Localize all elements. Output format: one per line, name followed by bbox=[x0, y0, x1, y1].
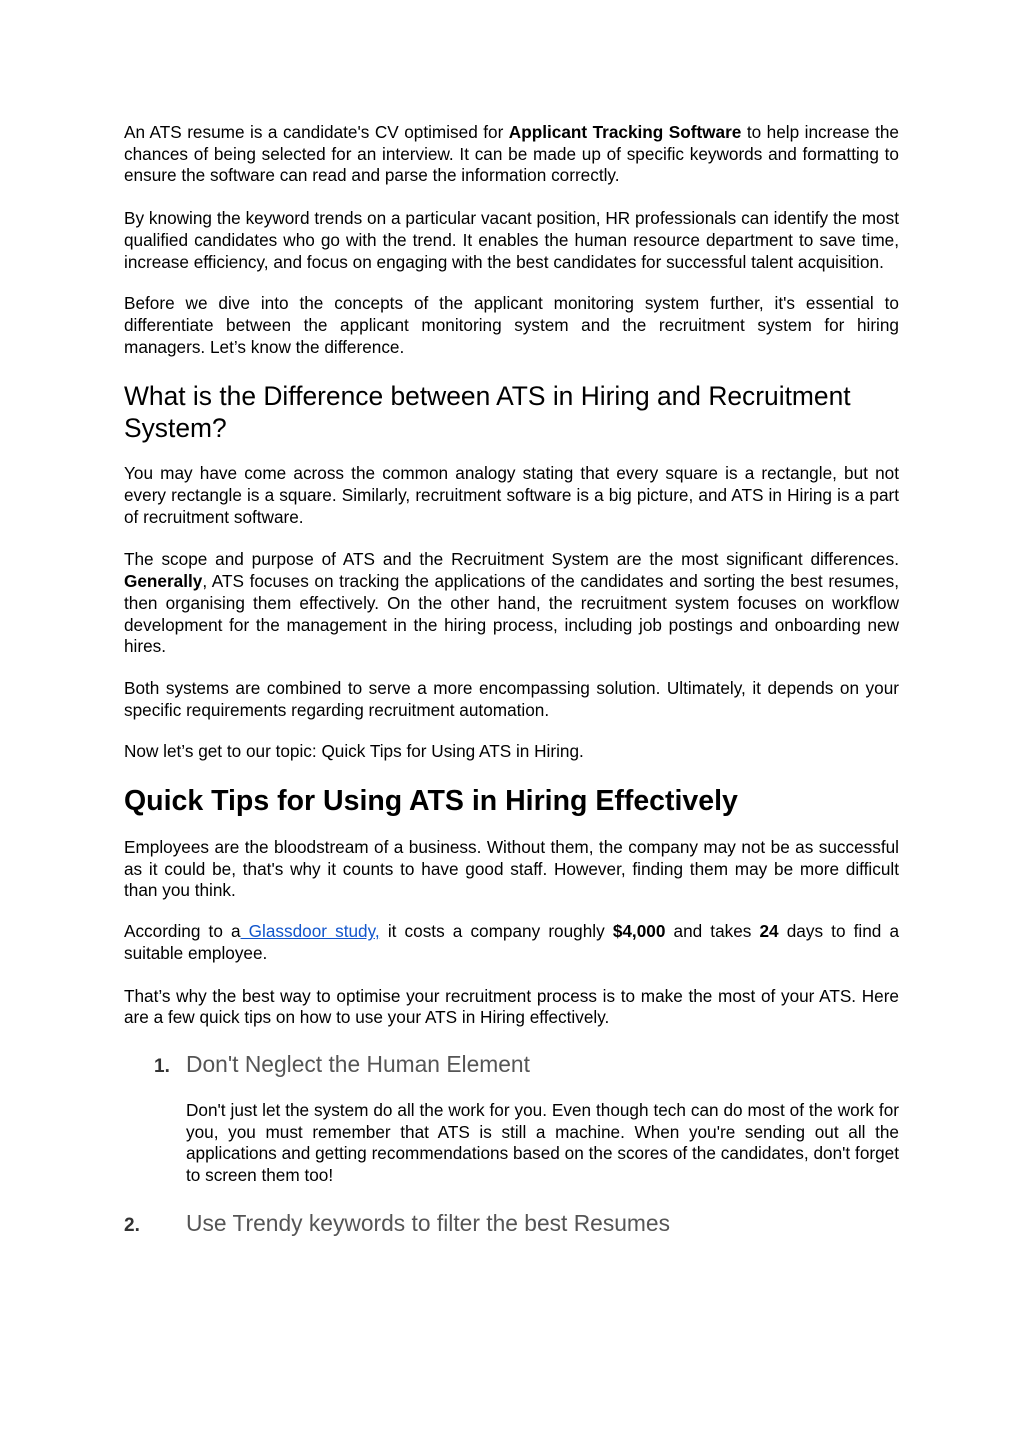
applicant-tracking-software-bold: Applicant Tracking Software bbox=[508, 122, 742, 142]
intro-paragraph-1: An ATS resume is a candidate's CV optimised for Applicant Tracking Software to help increase the chances of being selected for an interview. It can be made up of specific keywords and formatting to ensure the software can read and parse the information correctly. bbox=[124, 122, 899, 186]
difference-paragraph-2: The scope and purpose of ATS and the Recruitment System are the most significant differences. Generally, ATS focuses on tracking the applications of the candidates and sorting the best resumes, then organising them effectively. On the other hand, the recruitment system focuses on workflow development for the management in the hiring process, including job postings and onboarding new hires. bbox=[124, 549, 899, 657]
intro-paragraph-2: By knowing the keyword trends on a particular vacant position, HR professionals can identify the most qualified candidates who go with the trend. It enables the human resource department to save time, increase efficiency, and focus on engaging with the best candidates for successful talent acquisition. bbox=[124, 208, 899, 272]
tips-paragraph-1: Employees are the bloodstream of a business. Without them, the company may not be as successful as it could be, that's why it counts to have good staff. However, finding them may be more difficult than you think. bbox=[124, 837, 899, 901]
tips-heading: Quick Tips for Using ATS in Hiring Effectively bbox=[124, 785, 738, 818]
difference-paragraph-1: You may have come across the common analogy stating that every square is a rectangle, but not every rectangle is a square. Similarly, recruitment software is a big picture, and ATS in Hiring is a part of recruitment software. bbox=[124, 463, 899, 527]
tips-paragraph-3: That’s why the best way to optimise your recruitment process is to make the most of your ATS. Here are a few quick tips on how to use your ATS in Hiring effectively. bbox=[124, 985, 899, 1028]
days-bold: 24 bbox=[759, 921, 779, 942]
document-page bbox=[124, 122, 899, 1240]
tip-1-body: Don't just let the system do all the work for you. Even though tech can do most of the work for you, you must remember that ATS is still a machine. When you're sending out all the applications and getting recommendations based on the scores of the candidates, don't forget to screen them too! bbox=[186, 1099, 899, 1186]
tip-1-number: 1. bbox=[154, 1055, 170, 1077]
intro-paragraph-3: Before we dive into the concepts of the applicant monitoring system further, it's essential to differentiate between the applicant monitoring system and the recruitment system for hiring managers. Let’s know the difference. bbox=[124, 293, 899, 357]
difference-paragraph-4: Now let’s get to our topic: Quick Tips for Using ATS in Hiring. bbox=[124, 741, 584, 762]
difference-heading: What is the Difference between ATS in Hiring and Recruitment System? bbox=[124, 381, 851, 444]
tip-1-heading bbox=[154, 1050, 899, 1081]
cost-bold: $4,000 bbox=[612, 921, 666, 942]
tip-1-title: Don't Neglect the Human Element bbox=[186, 1050, 530, 1077]
tip-2-title: Use Trendy keywords to filter the best Resumes bbox=[186, 1209, 670, 1236]
tips-paragraph-2: According to a Glassdoor study, it costs a company roughly $4,000 and takes 24 days to find a suitable employee. bbox=[124, 921, 900, 963]
tip-2-heading bbox=[124, 1209, 899, 1240]
glassdoor-study-link[interactable]: Glassdoor study, bbox=[240, 921, 380, 942]
generally-bold: Generally bbox=[124, 571, 203, 592]
tip-2-number: 2. bbox=[124, 1214, 140, 1236]
difference-paragraph-3: Both systems are combined to serve a more encompassing solution. Ultimately, it depends on your specific requirements regarding recruitment automation. bbox=[124, 677, 899, 720]
